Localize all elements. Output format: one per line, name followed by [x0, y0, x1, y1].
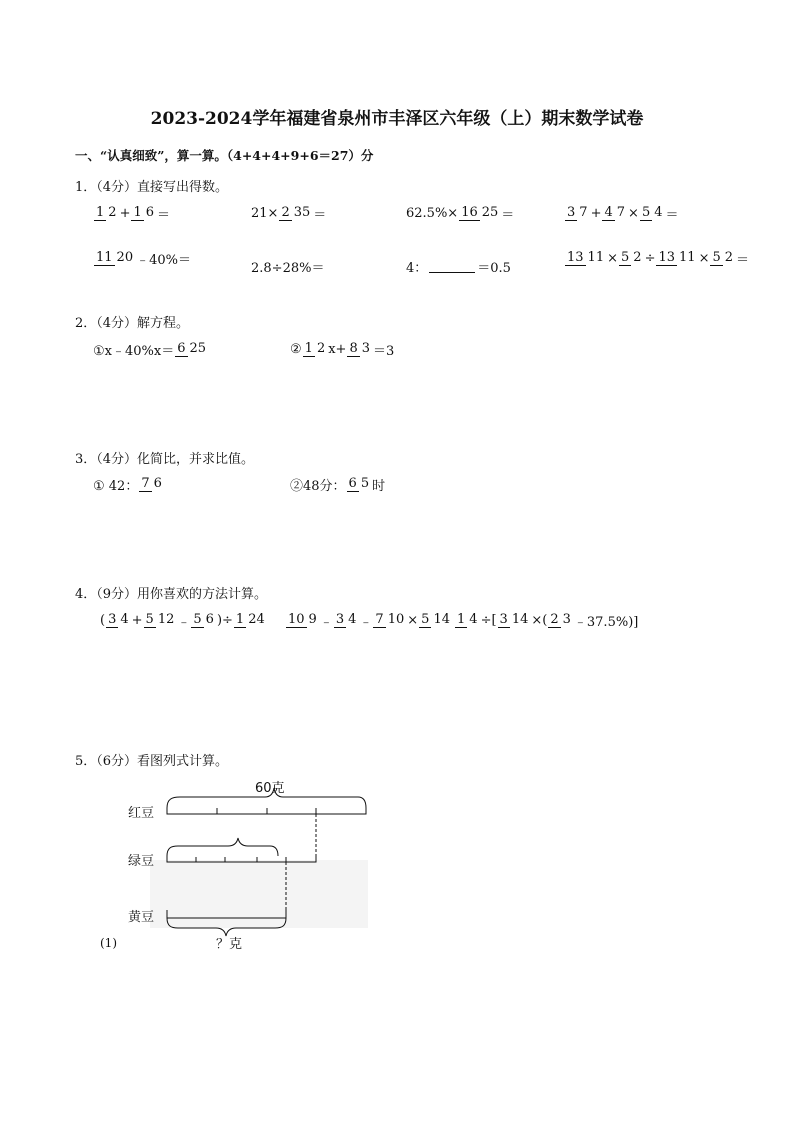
numerator: 4	[604, 205, 613, 221]
numerator: 13	[658, 250, 676, 266]
denominator: 3	[562, 612, 571, 628]
operator: ×	[628, 206, 639, 221]
q1-expr-1d	[564, 204, 679, 223]
diagram-label-total: 60克	[255, 781, 285, 796]
expr-prefix: 4：	[406, 261, 428, 276]
numerator: 1	[304, 341, 313, 357]
numerator: 5	[712, 250, 721, 266]
numerator: 1	[457, 612, 466, 628]
numerator: 7	[375, 612, 384, 628]
denominator: 2	[108, 205, 117, 221]
operator: ﹣	[319, 615, 333, 630]
question-2-heading: 2．（4分）解方程。	[75, 316, 190, 331]
expr-suffix: ＝3	[373, 344, 395, 359]
numerator: 11	[96, 250, 113, 266]
expr-suffix: ＝0.5	[477, 261, 511, 276]
question-4-heading: 4．（9分）用你喜欢的方法计算。	[75, 587, 268, 602]
denominator: 5	[360, 476, 370, 492]
numerator: 6	[177, 341, 186, 357]
numerator: 5	[641, 205, 651, 221]
expr-suffix: ﹣37.5%)]	[573, 615, 639, 630]
numerator: 3	[567, 205, 576, 221]
green-bean-bar	[167, 856, 316, 862]
denominator: 3	[361, 341, 371, 357]
diagram-label-green-bean: 绿豆	[128, 854, 155, 869]
denominator: 2	[633, 250, 642, 266]
denominator: 4	[469, 612, 478, 628]
q2-equation-1	[93, 340, 209, 359]
operator: ×(	[531, 613, 548, 628]
page-title: 2023-2024学年福建省泉州市丰泽区六年级（上）期末数学试卷	[150, 109, 644, 129]
numerator: 6	[348, 476, 357, 492]
q1-expr-1a	[93, 204, 170, 223]
operator: ×	[698, 251, 710, 266]
expr-prefix: 21×	[251, 206, 279, 221]
numerator: 5	[621, 250, 630, 266]
denominator: 9	[308, 612, 317, 628]
expr-prefix: ②	[290, 342, 302, 357]
subquestion-1-label: (1)	[100, 936, 117, 950]
q4-expr-1	[100, 611, 268, 630]
denominator: 11	[679, 250, 696, 266]
denominator: 4	[348, 612, 357, 628]
denominator: 25	[481, 205, 499, 221]
numerator: 1	[96, 205, 105, 221]
operator: +	[119, 206, 131, 221]
operator: ﹣	[359, 615, 373, 630]
q4-expr-3	[454, 611, 638, 630]
numerator: 3	[499, 612, 508, 628]
numerator: 1	[133, 205, 142, 221]
paren-open: (	[100, 613, 106, 628]
expr-middle: x+	[328, 342, 347, 357]
numerator: 13	[567, 250, 584, 266]
denominator: 35	[293, 205, 311, 221]
equals-sign: ＝	[736, 253, 750, 268]
equals-sign: ＝	[157, 208, 171, 223]
denominator: 4	[654, 205, 663, 221]
numerator: 2	[550, 612, 559, 628]
denominator: 25	[189, 341, 207, 357]
denominator: 14	[433, 612, 450, 628]
denominator: 7	[616, 205, 626, 221]
denominator: 2	[724, 250, 734, 266]
yellow-bean-bar	[167, 910, 286, 918]
expr-prefix: 62.5%×	[406, 206, 459, 221]
operator: ÷	[644, 251, 656, 266]
operator: )÷	[216, 613, 233, 628]
numerator: 10	[288, 612, 305, 628]
operator: +	[131, 613, 143, 628]
numerator: 16	[461, 205, 478, 221]
denominator: 14	[511, 612, 529, 628]
denominator: 7	[579, 205, 588, 221]
denominator: 20	[116, 250, 134, 266]
denominator: 4	[120, 612, 129, 628]
numerator: 5	[421, 612, 430, 628]
q3-ratio-1	[93, 475, 165, 494]
q1-expr-2a	[93, 249, 191, 268]
diagram-label-unknown: ？克	[216, 937, 243, 952]
question-3-heading: 3．（4分）化简比，并求比值。	[75, 452, 255, 467]
expr-prefix: ②48分：	[290, 479, 346, 494]
equals-sign: ＝	[313, 208, 327, 223]
question-5-heading: 5．（6分）看图列式计算。	[75, 754, 229, 769]
expr-suffix: ﹣40%＝	[136, 253, 191, 268]
numerator: 8	[349, 341, 358, 357]
denominator: 2	[316, 341, 326, 357]
q1-expr-2b: 2.8÷28%＝	[251, 261, 325, 276]
denominator: 24	[248, 612, 265, 628]
denominator: 6	[145, 205, 155, 221]
question-1-heading: 1．（4分）直接写出得数。	[75, 180, 229, 195]
denominator: 6	[205, 612, 214, 628]
bean-bar-diagram	[120, 772, 390, 952]
expr-prefix: ①x﹣40%x＝	[93, 344, 175, 359]
operator: +	[590, 206, 602, 221]
expr-suffix: 时	[372, 479, 386, 494]
numerator: 1	[235, 612, 245, 628]
q1-expr-2c	[406, 257, 511, 276]
diagram-label-red-bean: 红豆	[128, 806, 155, 821]
numerator: 5	[145, 612, 154, 628]
operator: ×	[407, 613, 419, 628]
numerator: 7	[141, 476, 150, 492]
green-bean-brace	[167, 838, 278, 856]
denominator: 11	[587, 250, 605, 266]
q1-expr-1b	[251, 204, 326, 223]
numerator: 2	[281, 205, 290, 221]
diagram-label-yellow-bean: 黄豆	[128, 910, 155, 925]
q4-expr-2	[285, 611, 453, 630]
numerator: 3	[108, 612, 117, 628]
q1-expr-2d	[564, 249, 749, 268]
expr-prefix: ① 42：	[93, 479, 139, 494]
operator: ÷[	[480, 613, 497, 628]
denominator: 10	[387, 612, 405, 628]
q2-equation-2	[290, 340, 394, 359]
answer-blank	[429, 260, 475, 273]
numerator: 3	[335, 612, 345, 628]
denominator: 6	[153, 476, 162, 492]
operator: ﹣	[177, 615, 191, 630]
denominator: 12	[157, 612, 175, 628]
section-heading: 一、“认真细致”，算一算。（4+4+4+9+6＝27）分	[75, 148, 374, 163]
numerator: 5	[193, 612, 202, 628]
q1-expr-1c	[406, 204, 514, 223]
q3-ratio-2	[290, 475, 385, 494]
equals-sign: ＝	[501, 208, 515, 223]
equals-sign: ＝	[665, 208, 679, 223]
operator: ×	[607, 251, 618, 266]
